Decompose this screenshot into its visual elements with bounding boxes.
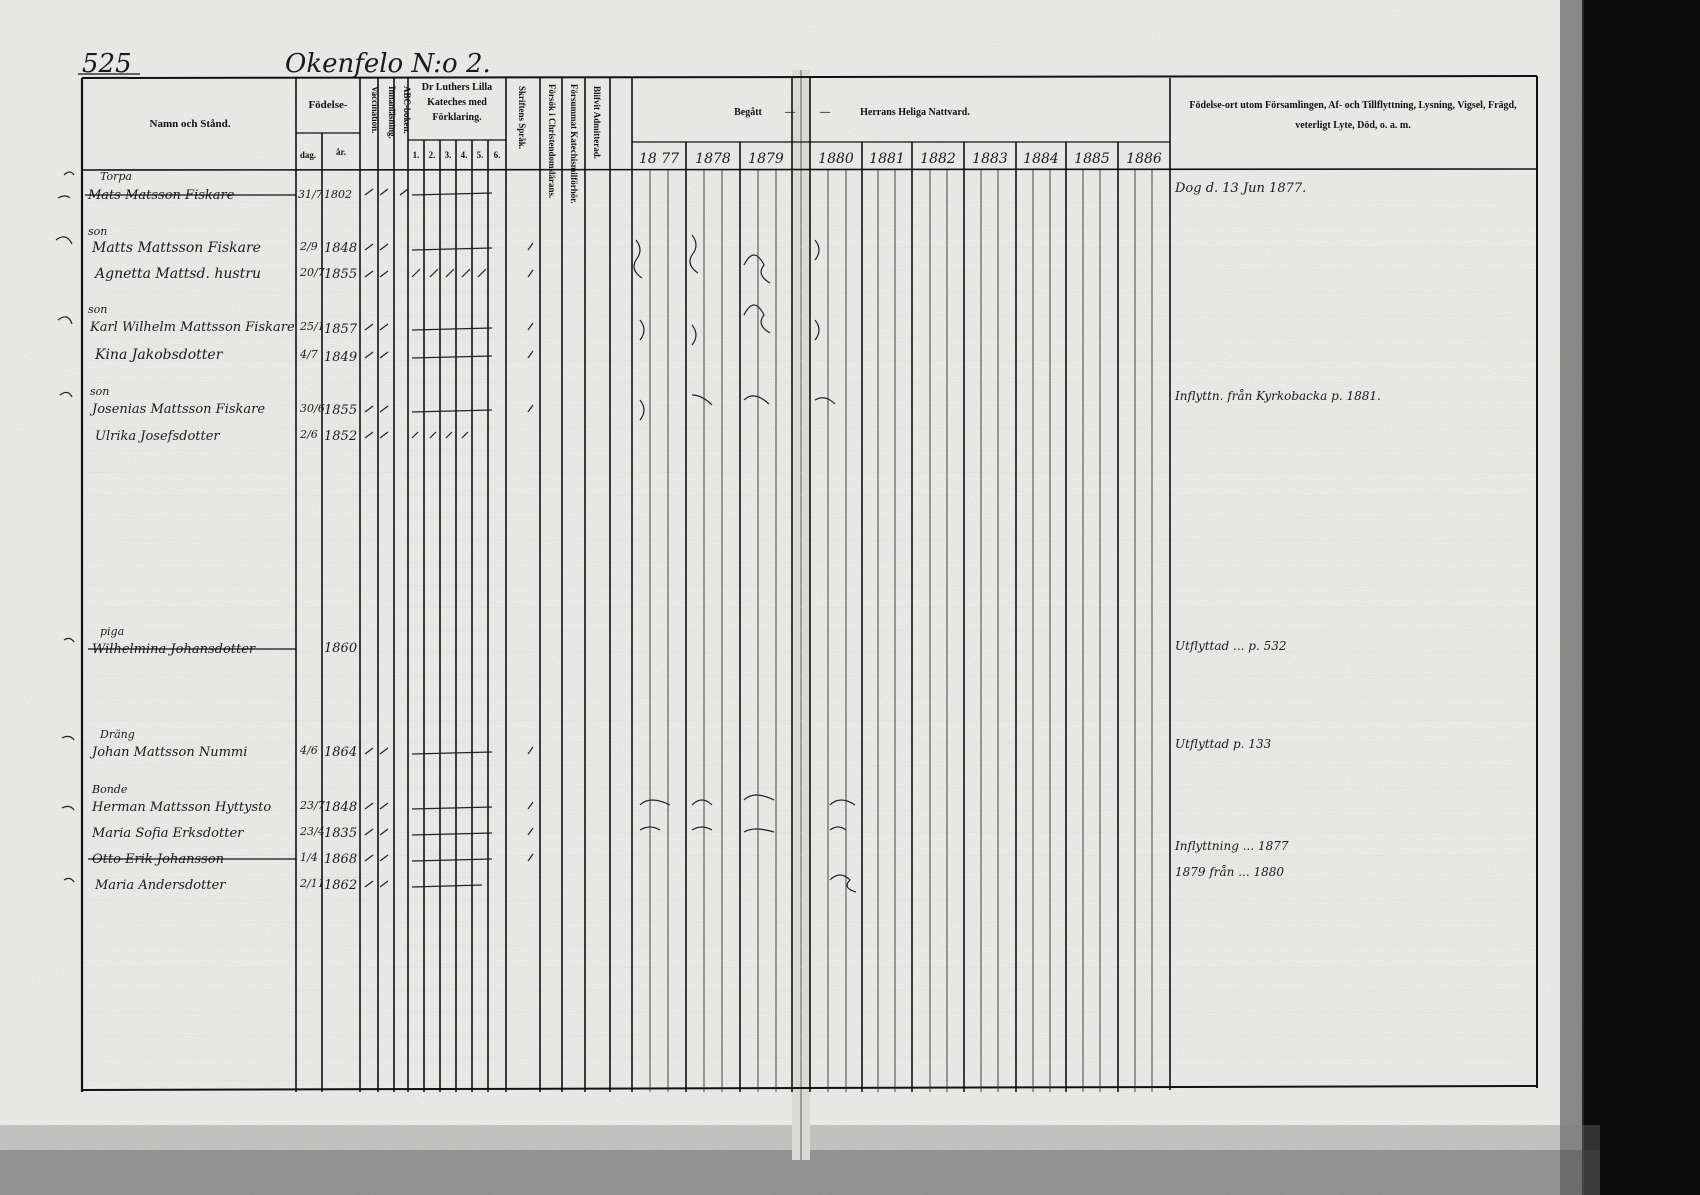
catechism-5: 5. (476, 150, 484, 160)
entry-year: 1835 (324, 826, 358, 841)
entry-year: 1857 (324, 322, 358, 337)
entry-name: Otto Erik Johansson (92, 852, 225, 867)
catechism-6: 6. (493, 150, 501, 160)
col-christian: Försök i Christendomslärans. (547, 84, 557, 199)
entry-year: 1848 (324, 241, 358, 256)
col-admitted: Blifvit Admitterad. (592, 86, 602, 159)
entry-remark: Inflyttn. från Kyrkobacka p. 1881. (1175, 389, 1381, 403)
page-number: 525 (82, 49, 132, 79)
entry-day: 1/4 (300, 851, 318, 864)
entry-name: Josenias Mattsson Fiskare (92, 402, 266, 417)
entry-name: Mats Matsson Fiskare (88, 188, 235, 203)
col-reading: Innanläsning. (387, 86, 397, 139)
year-1879: 1879 (748, 151, 784, 167)
entry-prefix: piga (100, 625, 125, 638)
entry-day: 23/7 (300, 799, 325, 812)
entry-day: 20/7 (300, 266, 325, 279)
col-birth-year: år. (336, 147, 346, 157)
entry-prefix: Dräng (100, 728, 135, 741)
col-birth-day: dag. (299, 150, 317, 160)
entry-day: 25/1 (300, 320, 325, 333)
entry-year: 1855 (324, 267, 358, 282)
entry-day: 2/6 (300, 428, 318, 441)
catechism-4: 4. (460, 150, 468, 160)
entry-name: Maria Sofia Erksdotter (92, 826, 244, 841)
entry-prefix: son (88, 303, 108, 316)
col-name-header: Namn och Stånd. (149, 118, 231, 130)
village-name: Okenfelo N:o 2. (285, 49, 491, 79)
year-1885: 1885 (1074, 151, 1110, 167)
col-remarks: Födelse-ort utom Församlingen, Af- och Tillflyttning, Lysning, Vigsel, Frägd, veterligt Lyte, Död, o. a. m. (1189, 100, 1517, 131)
year-1880: 1880 (818, 151, 854, 167)
entry-year: 1860 (324, 641, 358, 656)
entry-year: 1848 (324, 800, 358, 815)
year-1886: 1886 (1126, 151, 1162, 167)
entry-remark: Inflyttning ... 1877 (1175, 839, 1289, 853)
col-catechism: Dr Luthers Lilla Kateches med Förklaring. (421, 82, 493, 123)
entry-day: 2/9 (300, 240, 318, 253)
col-abc: ABC-boken. (402, 86, 412, 134)
entry-year: 1862 (324, 878, 358, 893)
entry-name: Karl Wilhelm Mattsson Fiskare (90, 320, 295, 335)
year-1878: 1878 (695, 151, 731, 167)
communion-left: Begått (734, 107, 762, 118)
entry-day: 2/11 (300, 877, 325, 890)
entry-remark: Utflyttad ... p. 532 (1175, 639, 1287, 653)
entry-prefix: son (88, 225, 108, 238)
entry-name: Wilhelmina Johansdotter (92, 642, 256, 657)
entry-remark: Utflyttad p. 133 (1175, 737, 1272, 751)
catechism-2: 2. (428, 150, 436, 160)
entry-remark: Dog d. 13 Jun 1877. (1175, 181, 1307, 196)
entry-remark: 1879 från ... 1880 (1175, 865, 1285, 879)
catechism-1: 1. (412, 150, 420, 160)
entry-year: 1849 (324, 350, 358, 365)
entry-prefix: Torpa (100, 170, 132, 183)
entry-year: 1802 (324, 188, 352, 201)
col-vaccination: Vaccination. (370, 86, 380, 134)
entry-year: 1855 (324, 403, 358, 418)
communion-right: Herrans Heliga Nattvard. (860, 107, 970, 118)
entry-year: 1868 (324, 852, 358, 867)
communion-dash-1: — (785, 107, 795, 118)
col-scripture: Skriftens Språk. (517, 86, 527, 150)
year-1877: 18 77 (638, 151, 680, 167)
entry-year: 1852 (324, 429, 358, 444)
entry-name: Kina Jakobsdotter (95, 347, 223, 363)
entry-name: Herman Mattsson Hyttysto (92, 800, 272, 815)
catechism-3: 3. (444, 150, 452, 160)
entry-day: 4/7 (300, 348, 318, 361)
entry-day: 30/6 (300, 402, 325, 415)
entry-year: 1864 (324, 745, 358, 760)
entry-prefix: Bonde (92, 783, 128, 796)
entry-prefix: son (90, 385, 110, 398)
entry-name: Matts Mattsson Fiskare (92, 240, 261, 256)
year-1881: 1881 (869, 151, 905, 167)
entry-name: Johan Mattsson Nummi (92, 745, 248, 760)
col-birth-header: Födelse- (308, 99, 348, 111)
col-neglected: Försummat Katechismilförhör. (569, 84, 579, 204)
entry-name: Agnetta Mattsd. hustru (95, 266, 261, 282)
year-1884: 1884 (1023, 151, 1059, 167)
entry-day: 23/4 (300, 825, 325, 838)
entry-name: Maria Andersdotter (95, 878, 226, 893)
entry-name: Ulrika Josefsdotter (95, 429, 220, 444)
entry-day: 4/6 (300, 744, 318, 757)
year-1882: 1882 (920, 151, 956, 167)
year-1883: 1883 (972, 151, 1008, 167)
entry-day: 31/7 (298, 188, 323, 201)
right-dark-edge (1582, 0, 1700, 1195)
communion-dash-2: — (820, 107, 830, 118)
